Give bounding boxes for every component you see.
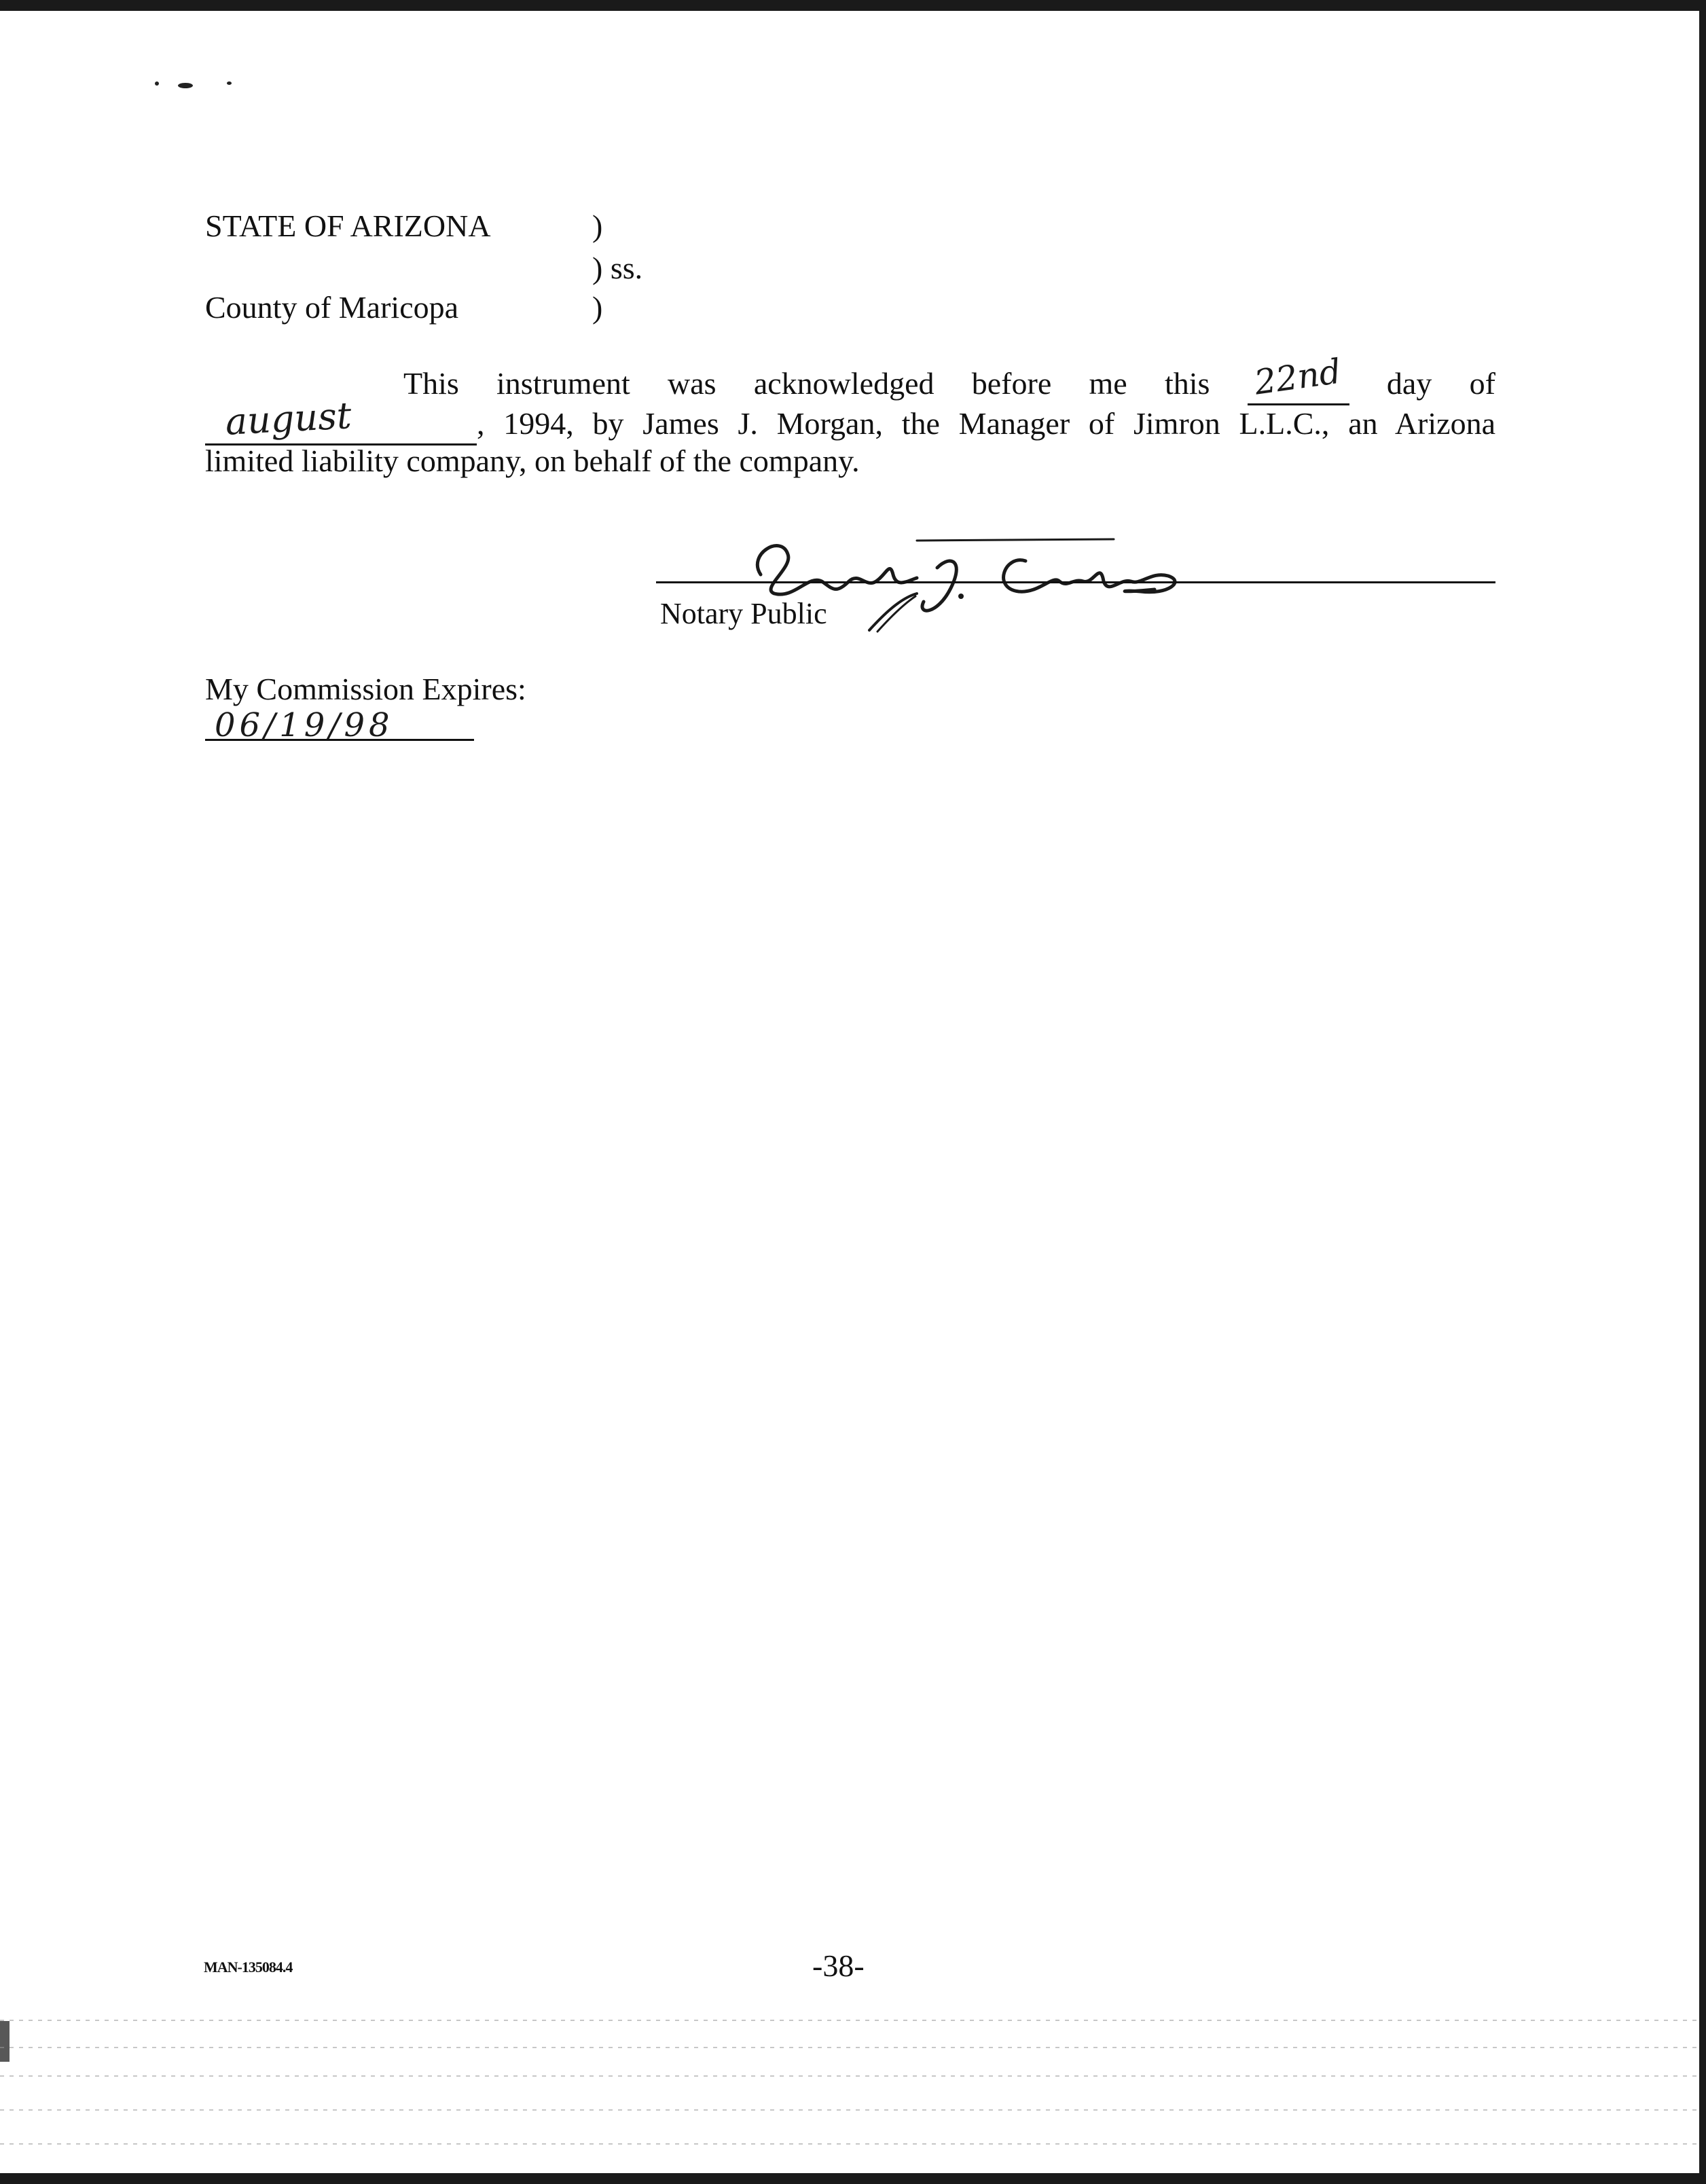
ack-line-2 [205,394,1495,443]
commission-date-field [205,705,474,744]
county-label: County of Maricopa [205,290,459,325]
state-label: STATE OF ARIZONA [205,208,491,243]
scan-speck [178,83,193,88]
ack-word: day [1386,366,1432,401]
commission-date-handwritten: 06/19/98 [215,706,394,744]
month-handwritten: august [224,394,353,443]
acknowledgment-paragraph [205,351,1495,481]
scan-edge-mark [0,2021,10,2062]
ack-word: before [971,366,1052,401]
scan-noise-line [0,2143,1699,2145]
scan-noise-line [0,2109,1699,2111]
month-field [205,394,477,445]
day-field [1248,351,1349,405]
ack-word: me [1089,366,1127,401]
ack-word: acknowledged [753,366,934,401]
venue-ss: ) ss. [592,251,643,285]
page-number: -38- [812,1948,865,1983]
notary-public-label: Notary Public [660,597,827,630]
venue-paren-bottom: ) [592,290,603,325]
ack-line-3: limited liability company, on behalf of the company. [205,443,860,478]
scan-noise-line [0,2075,1699,2077]
document-code: MAN-135084.4 [204,1959,293,1976]
scan-noise-line [0,2047,1699,2048]
commission-label: My Commission Expires: [205,672,526,706]
signature-line [656,581,1495,583]
ack-word: of [1469,366,1495,401]
signature-flourish [863,588,924,636]
scan-speck [155,81,159,86]
ack-word: instrument [496,366,630,401]
scan-speck [227,81,232,85]
ack-line-1 [205,351,1495,403]
ack-word: this [1164,366,1210,401]
ack-line-2-text: , 1994, by James J. Morgan, the Manager of Jimron L.L.C., an Arizona [477,406,1495,441]
ack-word: This [403,366,459,401]
scan-noise-line [0,2020,1699,2021]
day-handwritten: 22nd [1252,351,1343,403]
venue-paren-top: ) [592,208,603,243]
ack-word: was [668,366,716,401]
